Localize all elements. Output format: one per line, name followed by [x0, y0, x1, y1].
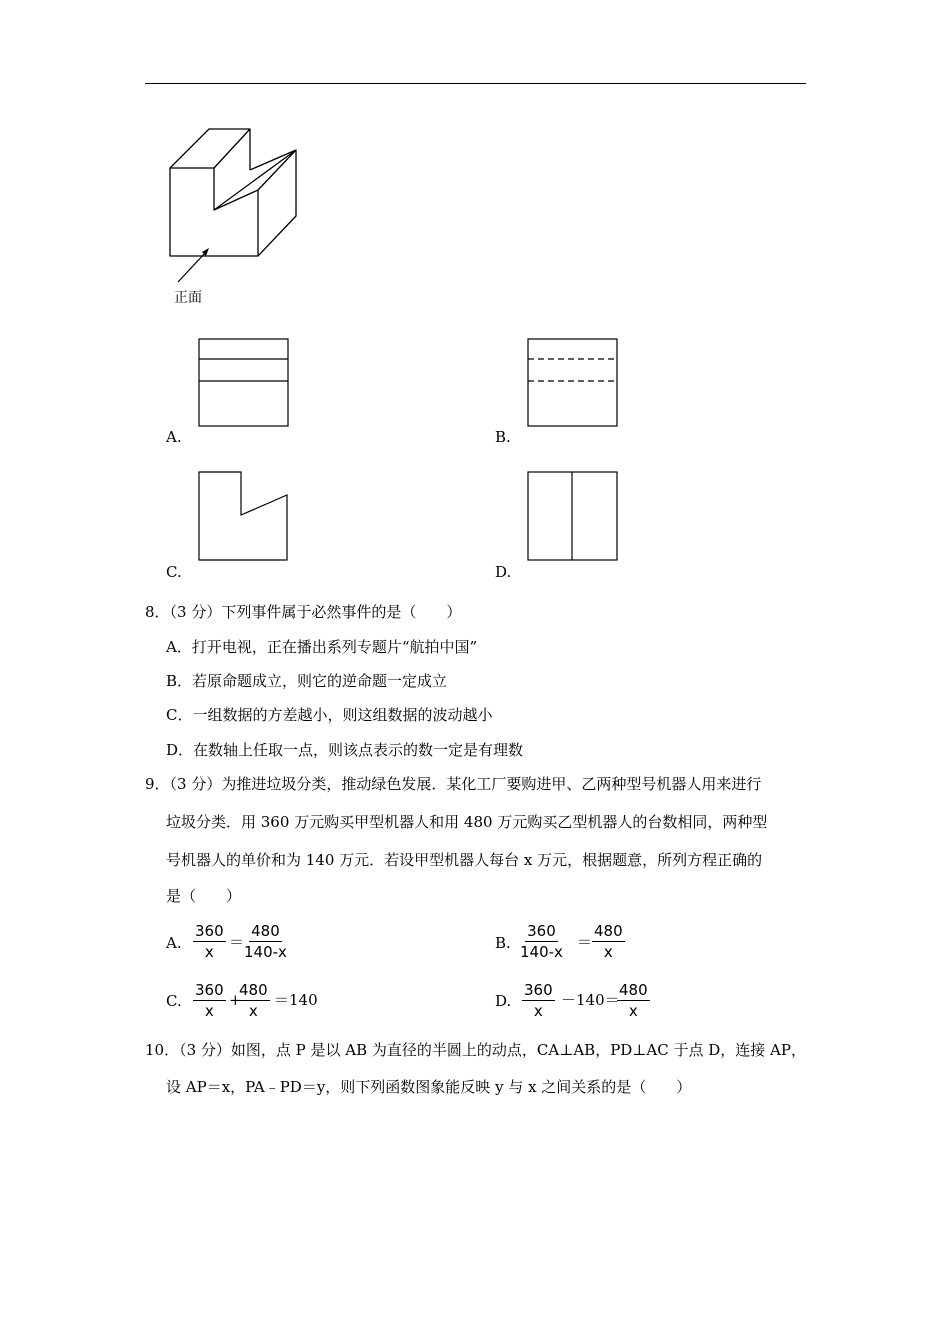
- q9-stem-line-1: 9．（3 分）为推进垃圾分类，推动绿色发展．某化工厂要购进甲、乙两种型号机器人用来进行: [145, 775, 762, 793]
- q10-stem-line-1: 10．（3 分）如图，点 P 是以 AB 为直径的半圆上的动点，CA⊥AB，PD⊥AC 于点 D，连接 AP，: [145, 1041, 806, 1059]
- q8-option-d[interactable]: D．在数轴上任取一点，则该点表示的数一定是有理数: [166, 741, 524, 759]
- q9-option-d-letter: D.: [495, 992, 512, 1010]
- option-d-diagram: [527, 471, 619, 563]
- q8-stem: 8．（3 分）下列事件属于必然事件的是（ ）: [145, 603, 462, 621]
- q8-option-a[interactable]: A．打开电视，正在播出系列专题片“航拍中国”: [166, 638, 478, 656]
- fraction: $\frac{360}{x}$: [524, 981, 553, 1020]
- q9-stem-line-2: 垃圾分类．用 360 万元购买甲型机器人和用 480 万元购买乙型机器人的台数相同，两种型: [166, 813, 768, 831]
- q8-option-c[interactable]: C．一组数据的方差越小，则这组数据的波动越小: [166, 706, 493, 724]
- option-c-label[interactable]: C.: [166, 563, 182, 581]
- fraction: $\frac{480}{x}$: [239, 981, 268, 1020]
- operator: ＝: [229, 933, 245, 951]
- fraction: $\frac{360}{x}$: [195, 981, 224, 1020]
- q9-option-c-letter: C.: [166, 992, 182, 1010]
- header-rule: [145, 83, 806, 84]
- fraction: $\frac{360}{140-x}$: [520, 922, 563, 961]
- arrow-icon: [172, 244, 212, 286]
- fraction: $\frac{480}{x}$: [594, 922, 623, 961]
- fraction: $\frac{480}{x}$: [619, 981, 648, 1020]
- q9-option-a-letter: A.: [166, 934, 182, 952]
- q8-option-b[interactable]: B．若原命题成立，则它的逆命题一定成立: [166, 672, 448, 690]
- operator: +: [229, 991, 242, 1009]
- option-c-diagram: [198, 471, 290, 563]
- operator: ＝: [577, 933, 593, 951]
- q9-stem-line-4: 是（ ）: [166, 887, 242, 905]
- fraction: $\frac{480}{140-x}$: [244, 922, 287, 961]
- option-d-label[interactable]: D.: [495, 563, 512, 581]
- fraction: $\frac{360}{x}$: [195, 922, 224, 961]
- option-b-diagram: [527, 338, 619, 428]
- option-b-label[interactable]: B.: [495, 428, 511, 446]
- equation-tail: ＝140: [274, 991, 318, 1009]
- operator: －140＝: [561, 991, 620, 1009]
- q9-stem-line-3: 号机器人的单价和为 140 万元．若设甲型机器人每台 x 万元，根据题意，所列方程正确的: [166, 851, 763, 869]
- q10-stem-line-2: 设 AP＝x，PA﹣PD＝y，则下列函数图象能反映 y 与 x 之间关系的是（ ）: [166, 1078, 692, 1096]
- option-a-diagram: [198, 338, 290, 428]
- option-a-label[interactable]: A.: [166, 428, 182, 446]
- figure-label: 正面: [174, 290, 202, 306]
- q9-option-b-letter: B.: [495, 934, 511, 952]
